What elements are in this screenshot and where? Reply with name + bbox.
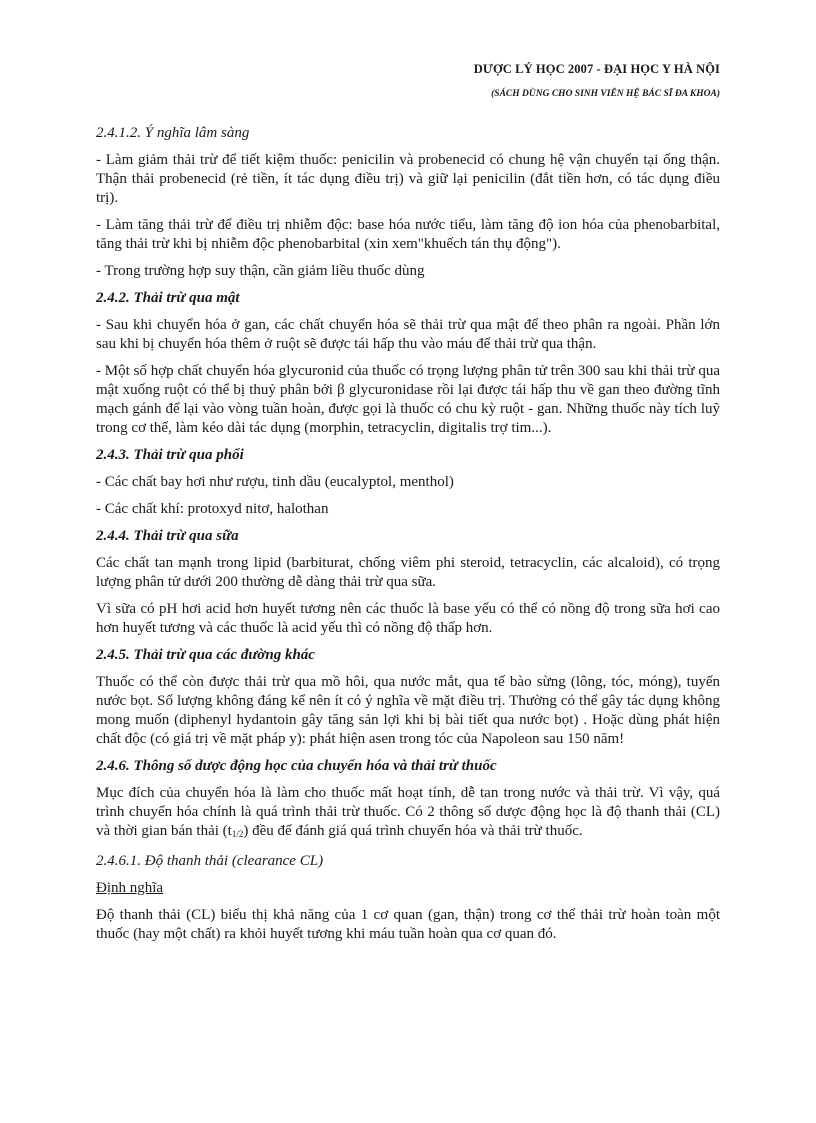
paragraph	[96, 784, 720, 844]
heading-2-4-4: 2.4.4. Thải trừ qua sữa	[96, 528, 239, 544]
heading-2-4-5: 2.4.5. Thải trừ qua các đường khác	[96, 647, 315, 663]
subscript: 1/2	[231, 829, 244, 839]
heading-2-4-1-2: 2.4.1.2. Ý nghĩa lâm sàng	[96, 125, 250, 141]
header-title: DƯỢC LÝ HỌC 2007 - ĐẠI HỌC Y HÀ NỘI	[473, 62, 720, 76]
paragraph: - Các chất khí: protoxyd nitơ, halothan	[96, 501, 329, 517]
paragraph: - Trong trường hợp suy thận, cần giảm liều thuốc dùng	[96, 263, 425, 279]
paragraph: Độ thanh thải (CL) biểu thị khả năng của 1 cơ quan (gan, thận) trong cơ thể thải trừ hoàn toàn một thuốc (hay một chất) ra khỏi huyết tương khi máu tuần hoàn qua cơ quan đó.	[96, 907, 720, 942]
paragraph: - Các chất bay hơi như rượu, tinh dầu (eucalyptol, menthol)	[96, 474, 454, 490]
paragraph: - Sau khi chuyển hóa ở gan, các chất chuyển hóa sẽ thải trừ qua mật để theo phân ra ngoài. Phần lớn sau khi bị chuyển hóa thêm ở ruột sẽ được tái hấp thu vào máu để thải trừ qua thận.	[96, 317, 720, 352]
header-subtitle: (SÁCH DÙNG CHO SINH VIÊN HỆ BÁC SĨ ĐA KHOA)	[491, 89, 720, 99]
paragraph: Thuốc có thể còn được thải trừ qua mồ hôi, qua nước mắt, qua tế bào sừng (lông, tóc, móng), tuyến nước bọt. Số lượng không đáng kể nên ít có ý nghĩa về mặt điều trị. Thường có thể gây tác dụng không mong muốn (diphenyl hydantoin gây tăng sản lợi khi bị bài tiết qua nước bọt) . Hoặc dùng phát hiện chất độc (có giá trị về mặt pháp y): phát hiện asen trong tóc của Napoleon sau 150 năm!	[96, 674, 720, 747]
heading-2-4-3: 2.4.3. Thải trừ qua phổi	[96, 447, 244, 463]
paragraph: - Làm giảm thải trừ để tiết kiệm thuốc: penicilin và probenecid có chung hệ vận chuyển tại ống thận. Thận thải probenecid (rẻ tiền, ít tác dụng điều trị) và giữ lại penicilin (đắt tiền hơn, có tác dụng điều trị).	[96, 152, 720, 206]
paragraph: Các chất tan mạnh trong lipid (barbiturat, chống viêm phi steroid, tetracyclin, các alcaloid), có trọng lượng phân tử dưới 200 thường dễ dàng thải trừ qua sữa.	[96, 555, 720, 590]
paragraph: - Làm tăng thải trừ để điều trị nhiễm độc: base hóa nước tiểu, làm tăng độ ion hóa của phenobarbital, tăng thải trừ khi bị nhiễm độc phenobarbital (xin xem"khuếch tán thụ động").	[96, 217, 720, 252]
heading-2-4-2: 2.4.2. Thải trừ qua mật	[96, 290, 240, 306]
page-header	[474, 62, 720, 99]
document-body	[96, 124, 720, 952]
paragraph-text: Mục đích của chuyển hóa là làm cho thuốc mất hoạt tính, dễ tan trong nước và thải trừ. Vì vậy, quá trình chuyển hóa chính là quá trình thải trừ thuốc. Có 2 thông số dược động học là độ thanh thải (CL) và thời gian bán thải (t	[96, 785, 720, 839]
heading-2-4-6: 2.4.6. Thông số dược động học của chuyển hóa và thải trừ thuốc	[96, 758, 497, 774]
paragraph: Vì sữa có pH hơi acid hơn huyết tương nên các thuốc là base yếu có thể có nồng độ trong sữa hơi cao hơn huyết tương và các thuốc là acid yếu thì có nồng độ thấp hơn.	[96, 601, 720, 636]
paragraph: - Một số hợp chất chuyển hóa glycuronid của thuốc có trọng lượng phân tử trên 300 sau khi thải trừ qua mật xuống ruột có thể bị thuỷ phân bởi β glycuronidase rồi lại được tái hấp thu về gan theo đường tĩnh mạch gánh để lại vào vòng tuần hoàn, được gọi là thuốc có chu kỳ ruột - gan. Những thuốc này tích luỹ trong cơ thể, làm kéo dài tác dụng (morphin, tetracyclin, digitalis trợ tim...).	[96, 363, 720, 436]
paragraph-text: ) đều để đánh giá quá trình chuyển hóa và thải trừ thuốc.	[243, 823, 583, 839]
heading-2-4-6-1: 2.4.6.1. Độ thanh thải (clearance CL)	[96, 853, 324, 869]
definition-label: Định nghĩa	[96, 880, 164, 896]
